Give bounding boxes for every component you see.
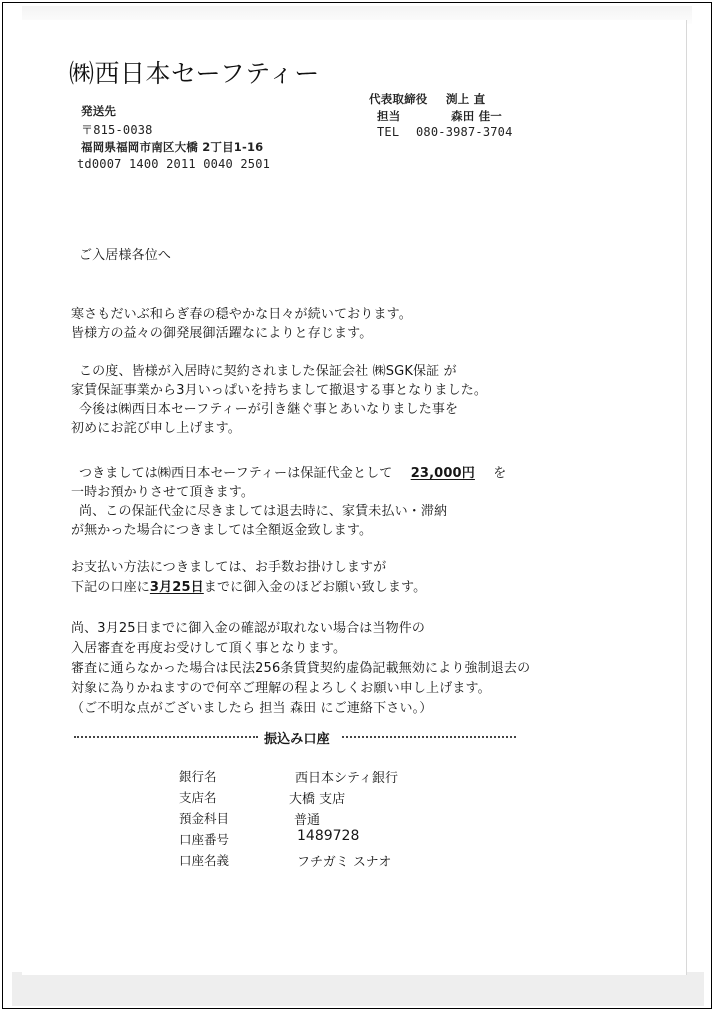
paragraph-3-line-4: が無かった場合につきましては全額返金致します。 — [71, 523, 373, 538]
paragraph-5-line-5: （ご不明な点がございましたら 担当 森田 にご連絡下さい。） — [71, 701, 433, 716]
ceo-name: 渕上 直 — [446, 92, 486, 106]
paragraph-2-line-4: 初めにお詫び申し上げます。 — [71, 421, 241, 436]
staff-name: 森田 佳一 — [451, 109, 503, 123]
paragraph-5-line-1: 尚、3月25日までに御入金の確認が取れない場合は当物件の — [71, 621, 426, 636]
paragraph-3-line-3: 尚、この保証代金に尽きましては退去時に、家賃未払い・滞納 — [79, 504, 448, 519]
sender-postal: 〒815-0038 — [81, 123, 153, 137]
tel-label: TEL — [377, 125, 400, 139]
staff-title: 担当 — [377, 109, 401, 123]
guarantee-amount: 23,000円 — [410, 466, 475, 481]
account-number-value: 1489728 — [297, 828, 360, 844]
scan-shadow-bottom — [12, 972, 704, 1006]
company-name: ㈱西日本セーフティー — [69, 59, 320, 88]
divider-left — [74, 736, 258, 740]
payment-deadline: 3月25日 — [149, 580, 204, 595]
sender-label: 発送先 — [81, 104, 117, 118]
ceo-title: 代表取締役 — [369, 92, 428, 106]
paragraph-1-line-2: 皆様方の益々の御発展御活躍なによりと存じます。 — [71, 326, 373, 341]
paragraph-2-line-3: 今後は㈱西日本セーフティーが引き継ぐ事とあいなりました事を — [79, 402, 459, 417]
divider-right — [342, 736, 516, 740]
tracking-number: td0007 1400 2011 0040 2501 — [77, 157, 271, 171]
bank-name-value: 西日本シティ銀行 — [295, 771, 398, 786]
paragraph-3-line-1 — [79, 462, 506, 481]
paragraph-4-line-2 — [71, 576, 426, 595]
salutation: ご入居様各位へ — [79, 248, 172, 263]
account-type-label: 預金科目 — [179, 811, 230, 826]
paragraph-3-line-2: 一時お預かりさせて頂きます。 — [71, 485, 255, 500]
paragraph-1-line-1: 寒さもだいぶ和らぎ春の穏やかな日々が続いております。 — [71, 307, 412, 322]
account-type-value: 普通 — [294, 813, 321, 828]
paragraph-5-line-3: 審査に通らなかった場合は民法256条賃貸契約虚偽記載無効により強制退去の — [71, 661, 531, 676]
paragraph-2-line-1: この度、皆様が入居時に契約されました保証会社 ㈱SGK保証 が — [79, 364, 457, 379]
bank-name-label: 銀行名 — [179, 769, 217, 784]
account-holder-value: フチガミ スナオ — [297, 855, 392, 870]
paragraph-4-text-post: までに御入金のほどお願い致します。 — [203, 580, 427, 595]
branch-name-label: 支店名 — [179, 790, 217, 805]
sender-address: 福岡県福岡市南区大橋 2丁目1-16 — [81, 140, 264, 154]
account-holder-label: 口座名義 — [179, 853, 230, 868]
paragraph-3-text-post: を — [493, 466, 507, 481]
paragraph-3-text-pre: つきましては㈱西日本セーフティーは保証代金として — [79, 466, 393, 481]
tel-number: 080-3987-3704 — [416, 125, 513, 139]
paragraph-4-text-pre: 下記の口座に — [71, 580, 150, 595]
bank-section-title: 振込み口座 — [264, 732, 330, 747]
paragraph-4-line-1: お支払い方法につきましては、お手数お掛けしますが — [71, 560, 387, 575]
paragraph-2-line-2: 家賃保証事業から3月いっぱいを持ちまして撤退する事となりました。 — [71, 383, 488, 398]
account-number-label: 口座番号 — [179, 832, 230, 847]
paragraph-5-line-2: 入居審査を再度お受けして頂く事となります。 — [71, 641, 347, 656]
branch-name-value: 大橋 支店 — [289, 792, 346, 807]
paragraph-5-line-4: 対象に為りかねますので何卒ご理解の程よろしくお願い申し上げます。 — [71, 681, 491, 696]
